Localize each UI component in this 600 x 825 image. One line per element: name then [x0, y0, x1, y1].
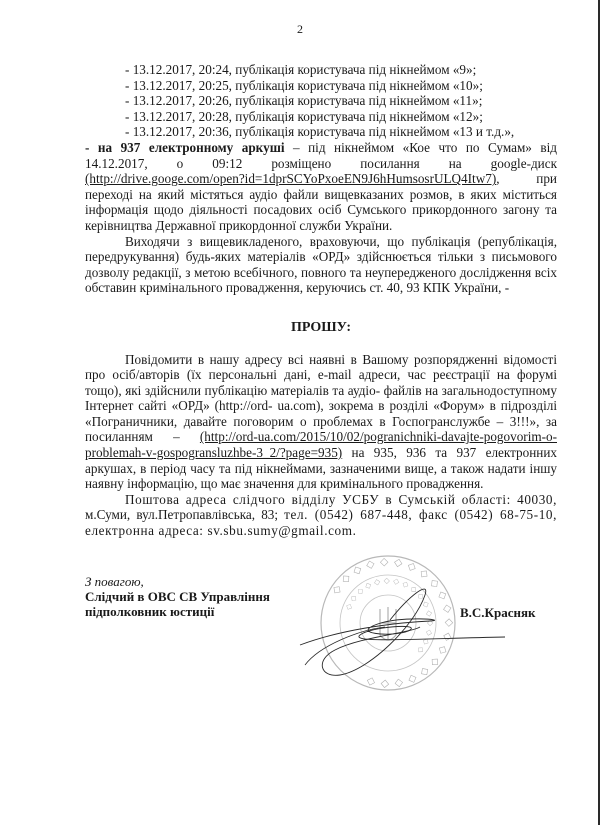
handwritten-signature — [280, 575, 510, 685]
request-heading: ПРОШУ: — [290, 319, 352, 335]
signer-rank: підполковник юстиції — [85, 604, 215, 619]
publication-item: - 13.12.2017, 20:26, публікація користувача під нікнеймом «11»; — [125, 93, 483, 109]
google-drive-link[interactable]: (http://drive.googe.com/open?id=1dprSCYoPxoeEN9J6hHumsosrULQ4Itw7) — [85, 171, 497, 187]
basis-paragraph: Виходячи з вищевикладеного, враховуючи, що публікація (републікація, передрукування) будь-яких матеріалів «ОРД» здійснюється тільки з письмового дозволу редакції, з метою всебічного, повного та неупередженого дослідження всіх обставин кримінального провадження, керуючись ст. 40, 93 КПК України, - — [85, 233, 557, 296]
page-number: 2 — [297, 22, 303, 36]
publication-list — [85, 62, 557, 140]
request-text: Повідомити в нашу адресу всі наявні в Вашому розпорядженні відомості про осіб/авторів (їх персональні дані, e-mail адреси, час реєстрації на форумі тощо), які здійснили публікацію матеріалів та аудіо- файлів на загальнодоступному Інтернет сайті «ОРД» (http://ord- ua.com), зокрема в розділі «Форум» в підрозділі «Пограничники, давайте поговорим о проблемах в Госпогранслужбе – 3!!!», за посиланням – — [85, 351, 557, 445]
address-text: Поштова адреса слідчого відділу УСБУ в Сумській області: 40030, — [125, 491, 557, 507]
sheet-937-text: – під нікнеймом «Кое что по Сумам» від 14.12.2017, о 09:12 розміщено посилання на google-диск — [85, 139, 558, 171]
publication-item: - 13.12.2017, 20:36, публікація користувача під нікнеймом «13 и т.д.», — [125, 124, 515, 140]
publication-item: - 13.12.2017, 20:28, публікація користувача під нікнеймом «12»; — [125, 108, 483, 124]
sheet-937-label: - на 937 електронному аркуші — [85, 139, 285, 155]
letter-body — [85, 62, 557, 539]
address-contacts: тел. (0542) 687-448, факс (0542) 68-75-10, електронна адреса: sv.sbu.sumy@gmail.com. — [85, 507, 557, 539]
address-street: м.Суми, вул.Петропавлівська, 83; — [85, 507, 285, 523]
request-paragraph — [85, 352, 557, 492]
publication-item: - 13.12.2017, 20:24, публікація користувача під нікнеймом «9»; — [125, 62, 477, 77]
signer-name: В.С.Красняк — [460, 605, 536, 620]
signer-position: Слідчий в ОВС СВ Управління — [85, 589, 270, 604]
sheet-937-text-continued: , при переході на який містяться аудіо файли вищевказаних розмов, в яких міститься інформація щодо діяльності посадових осіб Сумського прикордонного загону та керівництва Державної прикордонної служби України. — [85, 171, 557, 233]
stamp-inner-text: ◇◇◇◇◇◇◇◇◇◇◇◇◇◇◇◇ — [343, 575, 436, 658]
publication-item: - 13.12.2017, 20:25, публікація користувача під нікнеймом «10»; — [125, 77, 483, 93]
sheet-937-paragraph — [85, 140, 557, 234]
closing-phrase: З повагою, — [85, 574, 144, 589]
forum-link[interactable]: (http://ord-ua.com/2015/10/02/pogranichniki-davajte-pogovorim-o-problemah-v-gospogransluzhbe-3_2/?page=935) — [85, 429, 557, 461]
stamp-outer-text: ◇◇◇◇◇◇◇◇◇◇◇◇◇◇◇◇◇◇◇◇ — [328, 554, 457, 692]
address-paragraph — [85, 492, 557, 539]
request-text-continued: на 935, 936 та 937 електронних аркушах, в період часу та під нікнеймами, зазначеними вище, а також надати іншу наявну інформацію, що має значення для кримінального провадження. — [85, 445, 557, 492]
